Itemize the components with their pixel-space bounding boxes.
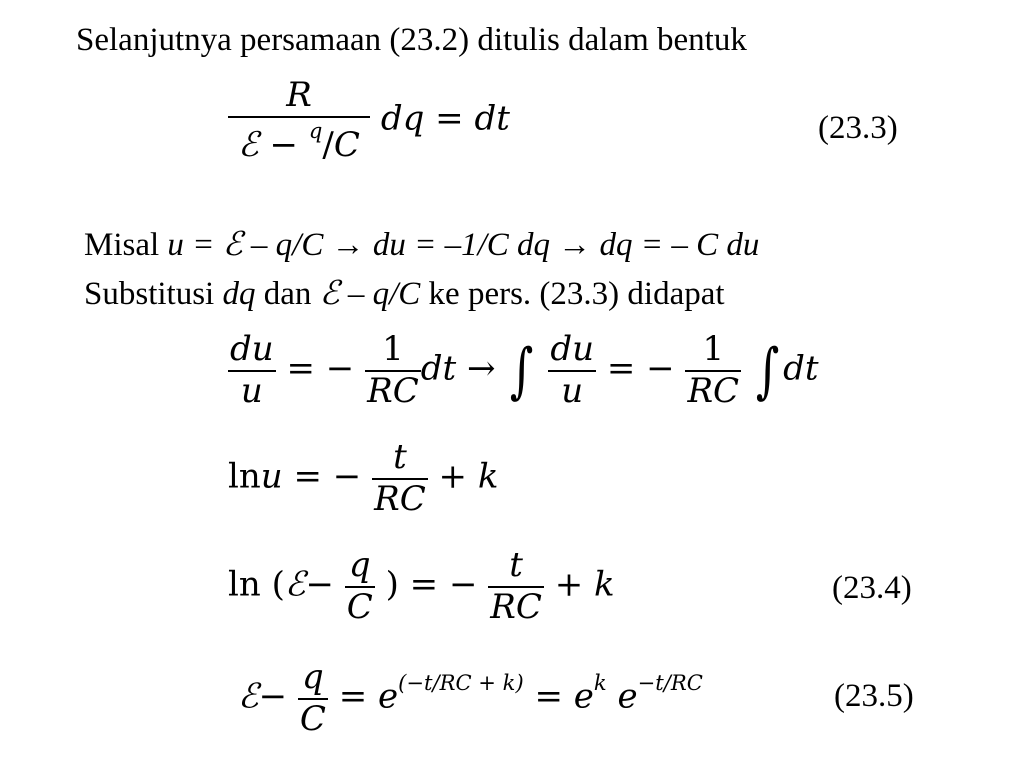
den-rc-2: RC <box>490 586 542 627</box>
fraction-numerator: R <box>228 78 370 118</box>
plus-k-2: + k <box>554 564 615 605</box>
fraction-denominator <box>228 118 370 164</box>
equation-number-23-5: (23.5) <box>834 678 914 714</box>
minus-2: − <box>258 676 288 717</box>
substitusi-tail: ke pers. (23.3) didapat <box>420 276 725 312</box>
equation-number-23-3: (23.3) <box>818 110 898 146</box>
emf-symbol-2: ℰ <box>238 676 259 717</box>
den-rc: RC <box>367 370 419 411</box>
substitusi-word: Substitusi <box>84 276 223 312</box>
den-rc-2: RC <box>687 370 740 411</box>
fraction-t-rc-2 <box>488 545 544 627</box>
e-symbol: e <box>606 676 638 717</box>
num-q-2: q <box>298 660 328 700</box>
close-equals-minus: ) = − <box>385 564 478 605</box>
num-1: 1 <box>365 332 421 372</box>
num-q: q <box>345 548 375 588</box>
arrow-symbol: → <box>466 348 496 389</box>
equation-ln-u <box>228 437 499 519</box>
fraction-r-over-e <box>228 75 370 165</box>
emf-expression: ℰ – q/C <box>319 276 421 312</box>
num-du: du <box>228 332 276 372</box>
equals-minus-1: = − <box>286 348 355 389</box>
equation-du-over-u <box>228 329 819 411</box>
minus: − <box>305 564 334 605</box>
misal-line <box>84 229 759 262</box>
fraction-1-rc <box>365 329 421 411</box>
dq-term: dq <box>222 276 256 312</box>
misal-word: Misal <box>84 227 168 263</box>
equals-e: = e <box>338 676 399 717</box>
num-t-2: t <box>488 548 544 588</box>
u-variable: u <box>260 456 283 497</box>
dan-word: dan <box>255 276 320 312</box>
emf-minus: ℰ − <box>238 124 309 165</box>
den-u-2: u <box>561 370 584 411</box>
equation-23-4 <box>228 545 615 627</box>
misal-expression: u = ℰ – q/C → du = –1/C dq → dq = – C du <box>167 227 760 263</box>
ln-open: ln ( <box>228 564 285 605</box>
den-rc: RC <box>374 478 426 519</box>
plus-k: + k <box>438 456 499 497</box>
exponent-t-rc: −t/RC <box>637 669 703 695</box>
substitusi-line <box>84 278 725 311</box>
fraction-t-rc <box>372 437 428 519</box>
rhs-dq-dt: dq = dt <box>380 98 510 139</box>
fraction-q-c <box>345 545 375 627</box>
q-superscript: q <box>308 117 323 143</box>
fraction-1-rc-2 <box>685 329 741 411</box>
den-c-2: C <box>299 698 326 739</box>
num-t: t <box>372 440 428 480</box>
num-1-2: 1 <box>685 332 741 372</box>
dt-term: dt <box>420 348 457 389</box>
exponent-k: k <box>593 669 607 695</box>
equation-23-5 <box>238 657 703 739</box>
ln-function: ln <box>228 456 261 497</box>
dt-term-2: dt <box>783 348 819 389</box>
fraction-du-u <box>228 329 276 411</box>
exponent-1: (−t/RC + k) <box>398 669 524 695</box>
c-symbol: C <box>333 124 360 165</box>
num-du-2: du <box>548 332 596 372</box>
integral-symbol: ∫ <box>510 335 534 406</box>
integral-symbol-2: ∫ <box>755 335 780 406</box>
fraction-du-u-2 <box>548 329 596 411</box>
slash: / <box>322 124 334 165</box>
equals-e-2: = e <box>534 676 594 717</box>
equation-23-3 <box>228 75 510 165</box>
den-c: C <box>346 586 373 627</box>
fraction-q-c-2 <box>298 657 328 739</box>
emf-symbol: ℰ <box>284 564 306 605</box>
equation-number-23-4: (23.4) <box>832 570 912 606</box>
intro-text: Selanjutnya persamaan (23.2) ditulis dalam bentuk <box>76 22 747 58</box>
equals-minus-2: = − <box>606 348 675 389</box>
den-u: u <box>240 370 263 411</box>
equals-minus: = − <box>282 456 362 497</box>
